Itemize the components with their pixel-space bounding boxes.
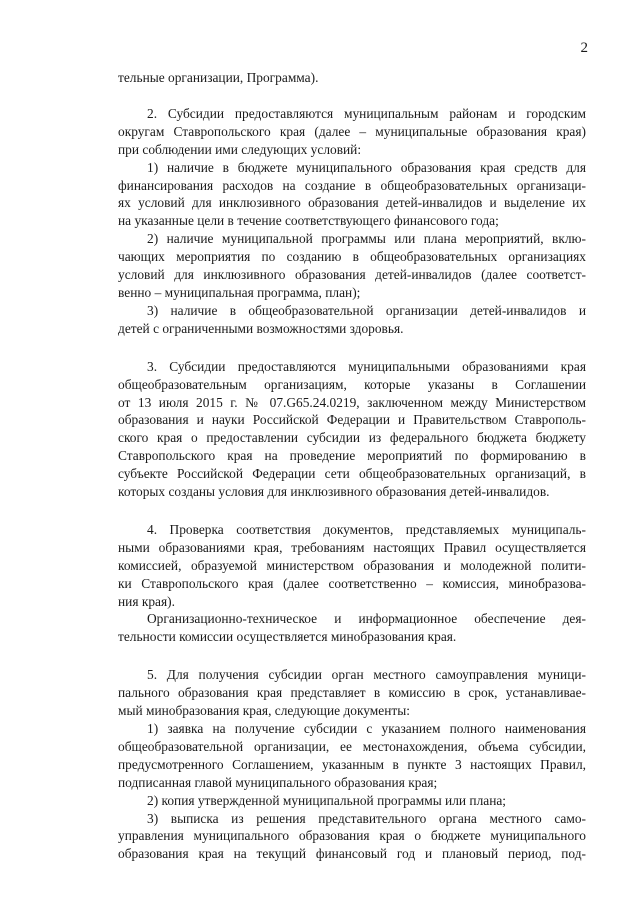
text-line: 1) заявка на получение субсидии с указанием полного наименования: [147, 721, 586, 736]
paragraph-5: [118, 666, 586, 720]
text-line: ки Ставропольского края (далее соответственно – комиссия, минобразова-: [118, 575, 586, 591]
paragraph-2-item-2: [118, 230, 586, 302]
text-line: 1) наличие в бюджете муниципального образования края средств для: [147, 159, 586, 175]
text-line: венно – муниципальная программа, план);: [118, 284, 361, 300]
text-line: 5. Для получения субсидии орган местного самоуправления муници-: [147, 667, 586, 683]
text-line: тельности комиссии осуществляется минобразования края.: [118, 629, 457, 645]
text-line: мый минобразования края, следующие документы:: [118, 703, 410, 719]
text-line: которых созданы условия для инклюзивного образования детей-инвалидов.: [118, 484, 550, 500]
text-line: образования и науки Российской Федерации и Правительством Ставрополь-: [118, 412, 586, 428]
text-line: финансирования расходов на создание в общеобразовательных организаци-: [118, 177, 586, 193]
text-line: от 13 июля 2015 г. № 07.G65.24.0219, заключенном между Министерством: [118, 394, 586, 410]
paragraph-2-item-3: [118, 302, 586, 338]
text-line: 3. Субсидии предоставляются муниципальными образованиями края: [147, 358, 586, 374]
text-line: общеобразовательным организациям, которые указаны в Соглашении: [118, 376, 586, 392]
text-line: подписанная главой муниципального образования края;: [118, 774, 438, 790]
text-line: комиссией, образуемой министерством образования и молодежной полити-: [118, 557, 586, 573]
text-line: 2) наличие муниципальной программы или плана мероприятий, вклю-: [147, 231, 586, 247]
text-line: тельные организации, Программа).: [118, 70, 319, 85]
text-line: общеобразовательной организации, ее местонахождения, объема субсидии,: [118, 738, 586, 754]
page-number: 2: [580, 40, 588, 56]
text-line: ского края о предоставлении субсидии из федерального бюджета бюджету: [118, 430, 586, 446]
paragraph-2-item-1: [118, 159, 586, 231]
paragraph-5-item-1: [118, 720, 586, 792]
text-line: 3) выписка из решения представительного органа местного само-: [147, 810, 586, 826]
text-line: предусмотренного Соглашением, указанным в пункте 3 настоящих Правил,: [118, 756, 586, 772]
text-line: на указанные цели в течение соответствующего финансового года;: [118, 213, 499, 229]
text-line: ния края).: [118, 593, 175, 609]
paragraph-5-item-2: [118, 792, 586, 810]
text-line: 3) наличие в общеобразовательной организации детей-инвалидов и: [147, 302, 586, 318]
text-line: условий для инклюзивного образования детей-инвалидов (далее соответст-: [118, 267, 586, 283]
document-body: [118, 69, 586, 863]
text-line: образования края на текущий финансовый год и плановый период, под-: [118, 846, 586, 862]
text-line: при соблюдении ими следующих условий:: [118, 141, 362, 157]
text-line: 4. Проверка соответствия документов, представляемых муниципаль-: [147, 521, 586, 537]
text-line: 2) копия утвержденной муниципальной программы или плана;: [147, 792, 507, 808]
text-line: ными образованиями края, требованиям настоящих Правил осуществляется: [118, 539, 586, 555]
text-line: Ставропольского края на проведение мероприятий по формированию в: [118, 448, 586, 464]
text-line: субъекте Российской Федерации сети общеобразовательных организаций, в: [118, 466, 586, 482]
paragraph-2: [118, 105, 586, 159]
text-line: чающих мероприятия по созданию в общеобразовательных организациях: [118, 249, 586, 265]
text-line: Организационно-техническое и информационное обеспечение дея-: [147, 611, 586, 627]
text-line: ях условий для инклюзивного образования детей-инвалидов и выделение их: [118, 195, 586, 211]
paragraph-5-item-3: [118, 810, 586, 864]
text-line: детей с ограниченными возможностями здоровья.: [118, 320, 404, 336]
paragraph-continuation: [118, 69, 586, 87]
text-line: округам Ставропольского края (далее – муниципальные образования края): [118, 123, 586, 139]
paragraph-4-support: [118, 610, 586, 646]
paragraph-4: [118, 521, 586, 611]
text-line: 2. Субсидии предоставляются муниципальным районам и городским: [147, 105, 586, 121]
text-line: управления муниципального образования края о бюджете муниципального: [118, 828, 586, 844]
text-line: пального образования края представляет в комиссию в срок, устанавливае-: [118, 685, 586, 701]
paragraph-3: [118, 358, 586, 501]
